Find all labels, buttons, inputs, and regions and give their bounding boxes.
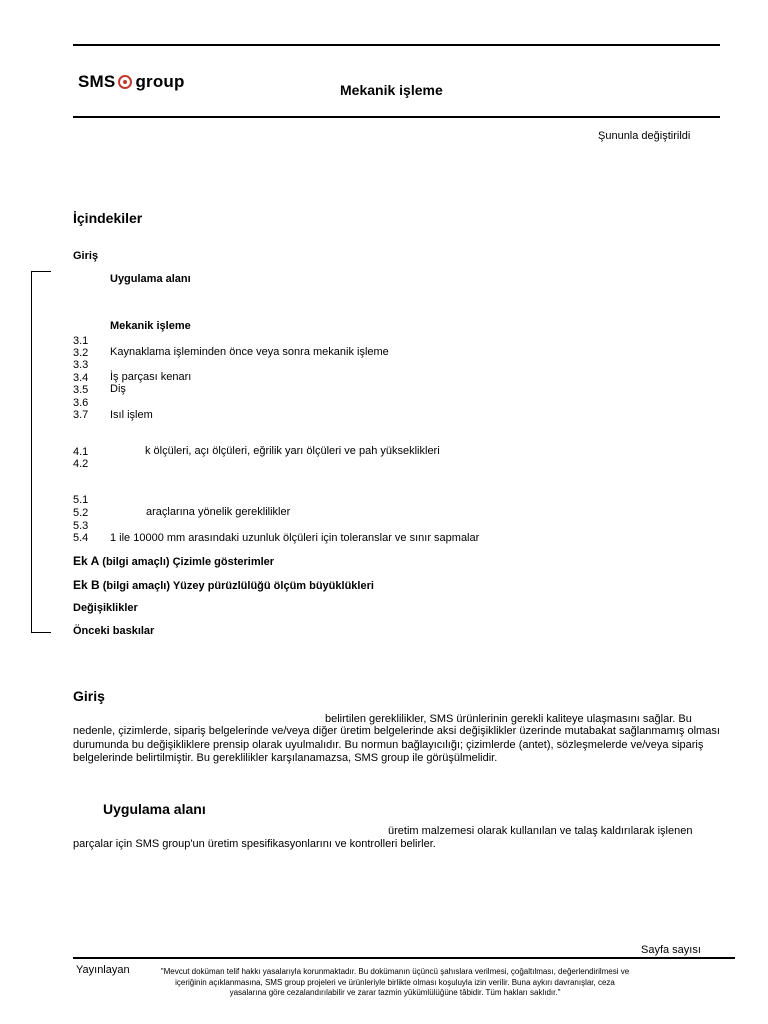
annex-a-prefix: Ek A [73, 554, 100, 568]
document-title: Mekanik işleme [340, 82, 443, 98]
toc-num: 4.2 [73, 458, 89, 470]
footer-rule [73, 957, 735, 959]
toc-heading: İçindekiler [73, 210, 143, 226]
copyright-notice: "Mevcut doküman telif hakkı yasalarıyla korunmaktadır. Bu dokümanın üçüncü şahıslara verilmesi, çoğaltılması, değerlendirilmesi ve içeriğinin açıklanmasına, SMS group projeleri ve ürünleriyle birlikte olması koşuluyla izin verilir. Buna aykırı davranışlar, ceza yasalarına göre cezalandırılabilir ve zarar tazmin yükümlülüğüne tâbidir. Tüm hakları saklıdır." [160, 967, 630, 997]
header-rule [73, 116, 720, 118]
toc-num: 4.1 [73, 446, 89, 458]
scope-line-1: üretim malzemesi olarak kullanılan ve talaş kaldırılarak işlenen [388, 825, 693, 837]
toc-changes: Değişiklikler [73, 602, 138, 614]
toc-item-text: 1 ile 10000 mm arasındaki uzunluk ölçüleri için toleranslar ve sınır sapmalar [110, 532, 480, 544]
annex-b-prefix: Ek B [73, 578, 100, 592]
change-bar [31, 271, 51, 633]
toc-num: 5.3 [73, 520, 89, 532]
toc-item-text: Kaynaklama işleminden önce veya sonra mekanik işleme [110, 346, 389, 358]
toc-machining: Mekanik işleme [110, 320, 191, 332]
replaced-by-label: Şununla değiştirildi [598, 130, 691, 142]
top-rule [73, 44, 720, 46]
toc-num: 3.4 [73, 372, 89, 384]
toc-item-text: İş parçası kenarı [110, 371, 192, 383]
toc-item-text: k ölçüleri, açı ölçüleri, eğrilik yarı ölçüleri ve pah yükseklikleri [145, 445, 440, 457]
intro-paragraph: nedenle, çizimlerde, sipariş belgelerinde ve/veya diğer üretim belgelerinde aksi değişiklikler üzerinde mutabakat sağlanmamış olması durumunda bu değişikliklere prensip olarak uyulmalıdır. Bu normun bağlayıcılığı; çizimlerde (antet), sözleşmelerde ve/veya sipariş belgelerinde belirtilmiştir. Bu gereklilikler karşılanamazsa, SMS group ile görüşülmelidir. [73, 725, 720, 764]
toc-previous-editions: Önceki baskılar [73, 625, 155, 637]
toc-item-text: Diş [110, 383, 126, 395]
toc-annex-a [73, 554, 274, 568]
toc-annex-b [73, 578, 374, 592]
toc-item-text: araçlarına yönelik gereklilikler [146, 506, 291, 518]
toc-scope: Uygulama alanı [110, 273, 191, 285]
toc-num: 3.5 [73, 384, 89, 396]
annex-b-text: (bilgi amaçlı) Yüzey pürüzlülüğü ölçüm büyüklükleri [102, 580, 374, 592]
intro-heading: Giriş [73, 688, 105, 704]
toc-num: 3.2 [73, 347, 89, 359]
toc-num: 5.1 [73, 494, 89, 506]
toc-num: 5.4 [73, 532, 89, 544]
toc-num: 3.1 [73, 335, 89, 347]
sms-group-logo [78, 72, 185, 92]
logo-text-group: group [135, 72, 185, 91]
toc-num: 3.3 [73, 359, 89, 371]
toc-num: 3.7 [73, 409, 89, 421]
logo-ring-icon [118, 75, 132, 89]
toc-num: 5.2 [73, 507, 89, 519]
toc-item-text: Isıl işlem [110, 409, 153, 421]
annex-a-text: (bilgi amaçlı) Çizimle gösterimler [102, 556, 275, 568]
scope-heading: Uygulama alanı [103, 801, 206, 817]
page-count-label: Sayfa sayısı [641, 944, 701, 956]
scope-line-2: parçalar için SMS group'un üretim spesifikasyonlarını ve kontrolleri belirler. [73, 838, 436, 850]
intro-line-1: belirtilen gereklilikler, SMS ürünlerinin gerekli kaliteye ulaşmasını sağlar. Bu [325, 713, 692, 725]
logo-text-sms: SMS [78, 72, 116, 91]
toc-intro: Giriş [73, 250, 99, 262]
toc-num: 3.6 [73, 397, 89, 409]
publisher-label: Yayınlayan [76, 964, 130, 976]
